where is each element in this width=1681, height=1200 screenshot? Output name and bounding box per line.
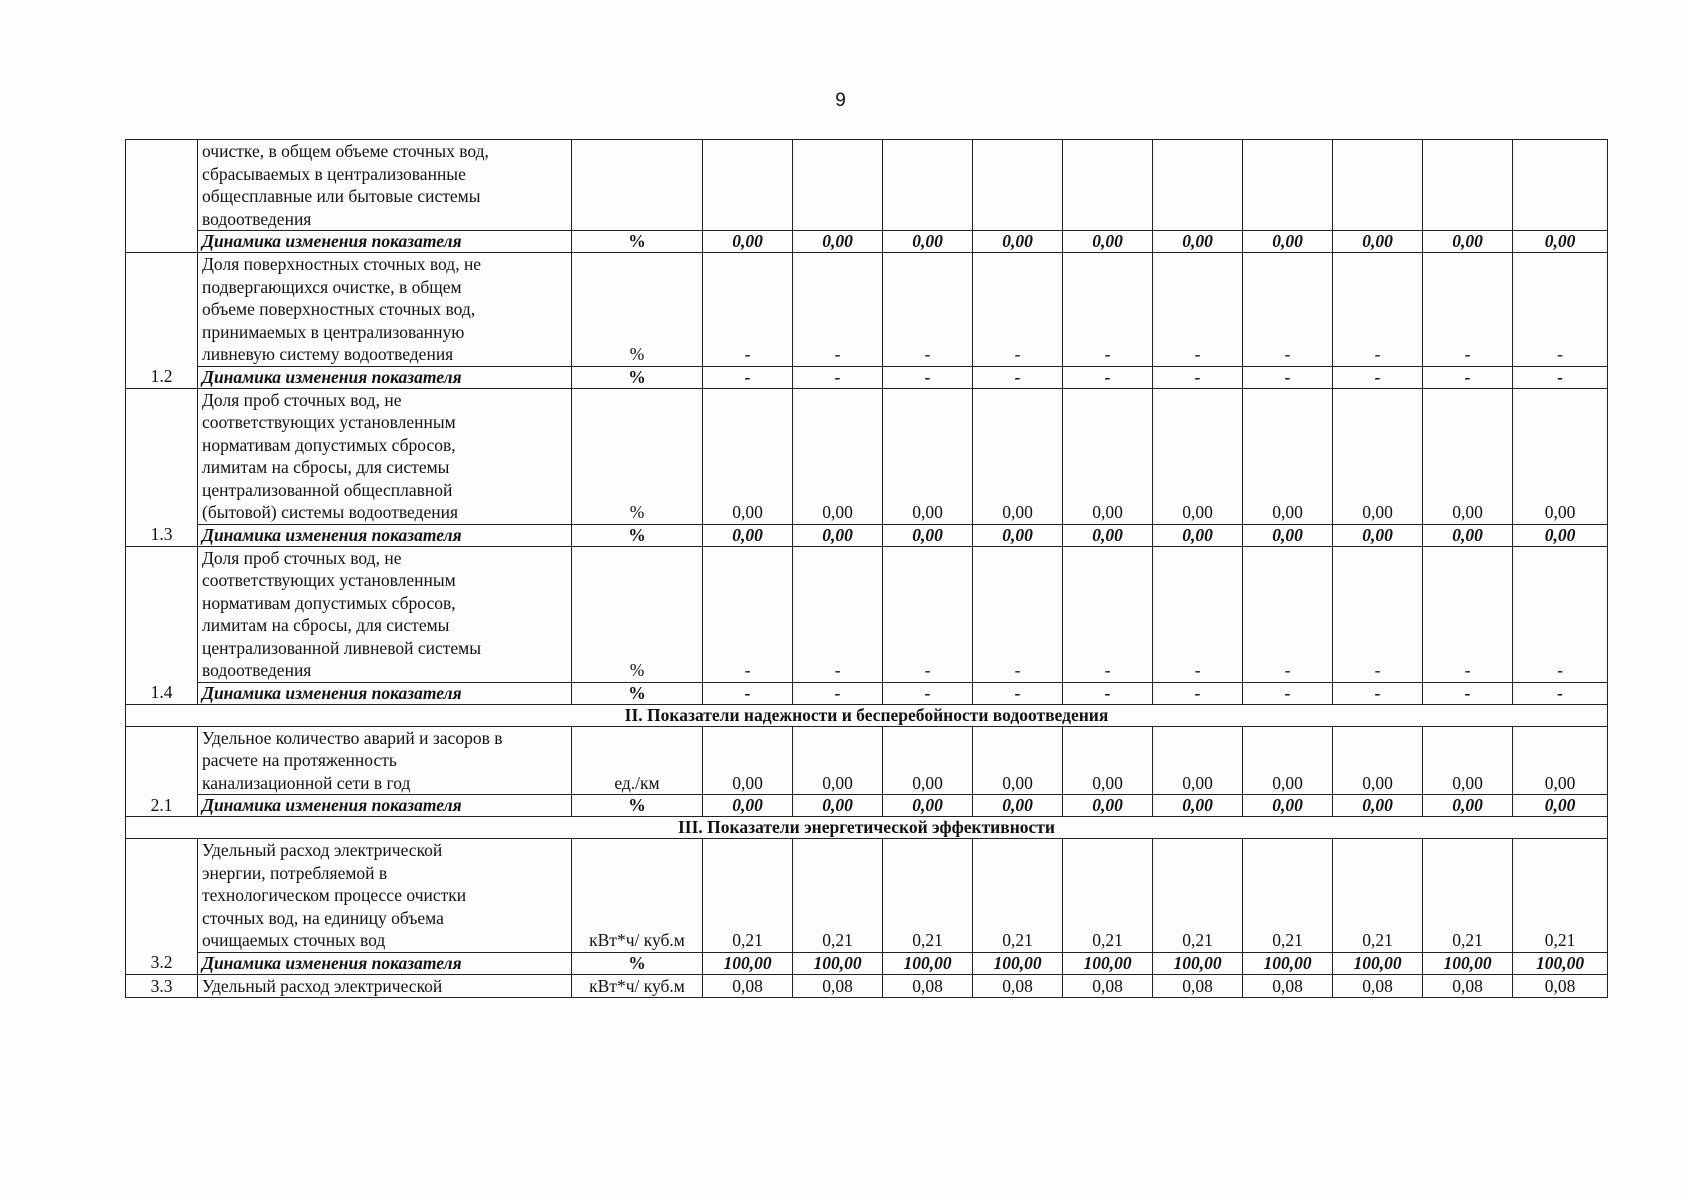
indicator-name-line: соответствующих установленным bbox=[202, 412, 456, 432]
indicator-unit: кВт*ч/ куб.м bbox=[572, 974, 703, 998]
dynamics-value: - bbox=[703, 682, 793, 704]
indicator-name-line: водоотведения bbox=[202, 660, 312, 680]
indicator-value: 0,00 bbox=[1513, 726, 1608, 795]
indicator-value: 0,00 bbox=[973, 388, 1063, 524]
indicator-value: 0,21 bbox=[1423, 839, 1513, 953]
indicator-value: 0,00 bbox=[1063, 388, 1153, 524]
dynamics-row bbox=[126, 952, 1608, 974]
indicator-value bbox=[1063, 140, 1153, 231]
indicator-value: 0,21 bbox=[973, 839, 1063, 953]
indicator-value: 0,08 bbox=[793, 974, 883, 998]
dynamics-value: 0,00 bbox=[883, 795, 973, 817]
indicator-value: 0,21 bbox=[1333, 839, 1423, 953]
dynamics-value: - bbox=[1063, 682, 1153, 704]
dynamics-value: 0,00 bbox=[1243, 231, 1333, 253]
indicator-name-line: нормативам допустимых сбросов, bbox=[202, 434, 456, 455]
dynamics-row bbox=[126, 682, 1608, 704]
dynamics-value: - bbox=[1423, 366, 1513, 388]
dynamics-value: 100,00 bbox=[793, 952, 883, 974]
dynamics-unit: % bbox=[572, 952, 703, 974]
indicator-value: - bbox=[1153, 253, 1243, 367]
indicator-value: 0,21 bbox=[1243, 839, 1333, 953]
indicator-value: 0,08 bbox=[1513, 974, 1608, 998]
indicator-name-line: Удельное количество аварий и засоров в bbox=[202, 727, 503, 748]
dynamics-value: 100,00 bbox=[703, 952, 793, 974]
indicator-value bbox=[1243, 140, 1333, 231]
indicator-name-line: очистке, в общем объеме сточных вод, bbox=[202, 141, 489, 161]
dynamics-label: Динамика изменения показателя bbox=[198, 682, 572, 704]
indicator-name-line: централизованной ливневой системы bbox=[202, 637, 481, 658]
dynamics-value: - bbox=[1333, 682, 1423, 704]
dynamics-value: 0,00 bbox=[883, 231, 973, 253]
indicator-value: - bbox=[1423, 546, 1513, 682]
dynamics-value: - bbox=[1243, 682, 1333, 704]
indicator-value: - bbox=[1153, 546, 1243, 682]
dynamics-value: - bbox=[973, 366, 1063, 388]
dynamics-value: 100,00 bbox=[883, 952, 973, 974]
dynamics-value: 100,00 bbox=[973, 952, 1063, 974]
dynamics-value: - bbox=[883, 366, 973, 388]
indicator-value: - bbox=[973, 253, 1063, 367]
dynamics-label: Динамика изменения показателя bbox=[198, 231, 572, 253]
indicator-value bbox=[1153, 140, 1243, 231]
dynamics-row bbox=[126, 366, 1608, 388]
dynamics-label: Динамика изменения показателя bbox=[198, 524, 572, 546]
indicator-number: 3.2 bbox=[126, 839, 198, 975]
indicator-name bbox=[198, 726, 572, 795]
indicator-value: 0,21 bbox=[1153, 839, 1243, 953]
indicator-row bbox=[126, 839, 1608, 953]
dynamics-value: 0,00 bbox=[1063, 231, 1153, 253]
dynamics-value: - bbox=[1063, 366, 1153, 388]
indicator-value: - bbox=[793, 546, 883, 682]
indicator-value: 0,08 bbox=[1333, 974, 1423, 998]
dynamics-value: 0,00 bbox=[793, 795, 883, 817]
indicator-name bbox=[198, 839, 572, 953]
indicator-name-line: принимаемых в централизованную bbox=[202, 321, 465, 342]
dynamics-value: 100,00 bbox=[1513, 952, 1608, 974]
indicator-value bbox=[793, 140, 883, 231]
section-title: III. Показатели энергетической эффективности bbox=[126, 817, 1608, 839]
indicator-value: - bbox=[1423, 253, 1513, 367]
dynamics-value: - bbox=[1513, 366, 1608, 388]
dynamics-value: 0,00 bbox=[1513, 231, 1608, 253]
indicator-value bbox=[703, 140, 793, 231]
dynamics-label: Динамика изменения показателя bbox=[198, 795, 572, 817]
indicator-value bbox=[973, 140, 1063, 231]
indicator-value: 0,08 bbox=[973, 974, 1063, 998]
indicator-name bbox=[198, 388, 572, 524]
indicator-value: - bbox=[1333, 253, 1423, 367]
indicator-row bbox=[126, 974, 1608, 998]
dynamics-value: 0,00 bbox=[1153, 231, 1243, 253]
indicator-name-line: сбрасываемых в централизованные bbox=[202, 163, 466, 184]
indicator-unit: ед./км bbox=[572, 726, 703, 795]
dynamics-value: 0,00 bbox=[973, 231, 1063, 253]
indicator-value bbox=[1513, 140, 1608, 231]
dynamics-value: 0,00 bbox=[1243, 524, 1333, 546]
dynamics-unit: % bbox=[572, 524, 703, 546]
indicator-value: - bbox=[1063, 546, 1153, 682]
indicator-value: 0,00 bbox=[1423, 726, 1513, 795]
dynamics-value: - bbox=[1153, 682, 1243, 704]
dynamics-value: 0,00 bbox=[973, 795, 1063, 817]
indicator-unit bbox=[572, 140, 703, 231]
indicator-unit: кВт*ч/ куб.м bbox=[572, 839, 703, 953]
indicator-value: 0,21 bbox=[1513, 839, 1608, 953]
indicator-value: 0,21 bbox=[793, 839, 883, 953]
dynamics-row bbox=[126, 231, 1608, 253]
dynamics-value: 0,00 bbox=[1243, 795, 1333, 817]
dynamics-value: 0,00 bbox=[793, 231, 883, 253]
indicator-number: 1.3 bbox=[126, 388, 198, 546]
indicator-unit: % bbox=[572, 253, 703, 367]
dynamics-value: 0,00 bbox=[1333, 795, 1423, 817]
indicator-name bbox=[198, 253, 572, 367]
dynamics-value: 100,00 bbox=[1333, 952, 1423, 974]
indicator-value: 0,21 bbox=[703, 839, 793, 953]
indicator-name-line: лимитам на сбросы, для системы bbox=[202, 615, 450, 635]
dynamics-value: - bbox=[1333, 366, 1423, 388]
indicator-value: - bbox=[883, 253, 973, 367]
indicator-name-line: подвергающихся очистке, в общем bbox=[202, 276, 462, 297]
dynamics-unit: % bbox=[572, 682, 703, 704]
indicator-value: - bbox=[1513, 546, 1608, 682]
indicator-value bbox=[883, 140, 973, 231]
section-reliability bbox=[126, 704, 1608, 726]
indicator-value: - bbox=[703, 546, 793, 682]
dynamics-value: - bbox=[703, 366, 793, 388]
indicator-name bbox=[198, 140, 572, 231]
indicator-name bbox=[198, 974, 572, 998]
dynamics-label: Динамика изменения показателя bbox=[198, 952, 572, 974]
indicator-value: 0,00 bbox=[793, 726, 883, 795]
dynamics-value: 100,00 bbox=[1243, 952, 1333, 974]
dynamics-value: 0,00 bbox=[1423, 231, 1513, 253]
indicator-name-line: очищаемых сточных вод bbox=[202, 930, 386, 950]
indicator-value: - bbox=[1333, 546, 1423, 682]
indicator-number: 1.4 bbox=[126, 546, 198, 704]
indicator-value: - bbox=[1063, 253, 1153, 367]
indicator-value: 0,00 bbox=[1243, 726, 1333, 795]
indicator-value: - bbox=[883, 546, 973, 682]
dynamics-value: 100,00 bbox=[1153, 952, 1243, 974]
indicator-value: - bbox=[793, 253, 883, 367]
indicator-name-line: централизованной общесплавной bbox=[202, 479, 453, 500]
indicator-value: 0,00 bbox=[973, 726, 1063, 795]
indicators-table bbox=[125, 139, 1608, 998]
indicator-number: 3.3 bbox=[126, 974, 198, 998]
indicator-value: 0,00 bbox=[1153, 726, 1243, 795]
section-title: II. Показатели надежности и бесперебойности водоотведения bbox=[126, 704, 1608, 726]
dynamics-value: 0,00 bbox=[1333, 524, 1423, 546]
indicator-name-line: расчете на протяженность bbox=[202, 750, 397, 770]
dynamics-row bbox=[126, 795, 1608, 817]
dynamics-value: - bbox=[973, 682, 1063, 704]
indicator-value: - bbox=[973, 546, 1063, 682]
dynamics-value: - bbox=[883, 682, 973, 704]
indicator-value: - bbox=[703, 253, 793, 367]
indicator-name-line: лимитам на сбросы, для системы bbox=[202, 457, 450, 477]
dynamics-value: 0,00 bbox=[1153, 795, 1243, 817]
indicator-name-line: Доля поверхностных сточных вод, не bbox=[202, 254, 482, 274]
dynamics-value: 0,00 bbox=[703, 795, 793, 817]
indicator-name-line: ливневую систему водоотведения bbox=[202, 344, 454, 364]
indicator-row bbox=[126, 726, 1608, 795]
dynamics-value: 0,00 bbox=[1153, 524, 1243, 546]
indicator-name-line: объеме поверхностных сточных вод, bbox=[202, 299, 476, 319]
dynamics-value: 0,00 bbox=[793, 524, 883, 546]
indicator-name-line: энергии, потребляемой в bbox=[202, 862, 388, 883]
indicator-name-line: Доля проб сточных вод, не bbox=[202, 547, 402, 568]
indicator-name-line: сточных вод, на единицу объема bbox=[202, 907, 444, 928]
indicator-row bbox=[126, 388, 1608, 524]
indicator-value: 0,00 bbox=[1423, 388, 1513, 524]
indicator-value: - bbox=[1513, 253, 1608, 367]
indicator-name-line: соответствующих установленным bbox=[202, 570, 456, 590]
dynamics-value: 0,00 bbox=[703, 524, 793, 546]
indicator-value: 0,00 bbox=[1513, 388, 1608, 524]
indicator-name-line: (бытовой) системы водоотведения bbox=[202, 502, 458, 522]
dynamics-value: 0,00 bbox=[973, 524, 1063, 546]
indicator-value: 0,00 bbox=[883, 726, 973, 795]
dynamics-value: - bbox=[1153, 366, 1243, 388]
dynamics-label: Динамика изменения показателя bbox=[198, 366, 572, 388]
indicator-unit: % bbox=[572, 546, 703, 682]
dynamics-value: 100,00 bbox=[1063, 952, 1153, 974]
dynamics-value: - bbox=[1243, 366, 1333, 388]
indicator-number bbox=[126, 140, 198, 253]
indicator-value: 0,08 bbox=[1153, 974, 1243, 998]
page-number: 9 bbox=[835, 90, 846, 111]
dynamics-value: - bbox=[1513, 682, 1608, 704]
dynamics-value: 0,00 bbox=[1423, 524, 1513, 546]
indicator-name-line: Доля проб сточных вод, не bbox=[202, 389, 402, 410]
dynamics-value: 0,00 bbox=[1333, 231, 1423, 253]
indicator-number: 1.2 bbox=[126, 253, 198, 389]
indicator-value: - bbox=[1243, 253, 1333, 367]
indicator-row bbox=[126, 140, 1608, 231]
dynamics-value: - bbox=[1423, 682, 1513, 704]
indicator-unit: % bbox=[572, 388, 703, 524]
indicator-number: 2.1 bbox=[126, 726, 198, 817]
indicator-name-line: нормативам допустимых сбросов, bbox=[202, 592, 456, 613]
indicator-value: 0,00 bbox=[883, 388, 973, 524]
indicator-row bbox=[126, 253, 1608, 367]
dynamics-row bbox=[126, 524, 1608, 546]
indicator-value: 0,00 bbox=[1333, 726, 1423, 795]
dynamics-value: 0,00 bbox=[1513, 524, 1608, 546]
dynamics-value: 0,00 bbox=[1423, 795, 1513, 817]
indicator-name-line: Удельный расход электрической bbox=[202, 975, 443, 996]
indicator-value: 0,08 bbox=[1063, 974, 1153, 998]
indicator-value: 0,00 bbox=[703, 388, 793, 524]
indicator-value: 0,08 bbox=[703, 974, 793, 998]
indicator-name-line: канализационной сети в год bbox=[202, 772, 411, 793]
dynamics-value: 0,00 bbox=[1513, 795, 1608, 817]
indicator-value: 0,08 bbox=[1243, 974, 1333, 998]
dynamics-value: 100,00 bbox=[1423, 952, 1513, 974]
indicator-value: 0,21 bbox=[883, 839, 973, 953]
dynamics-value: 0,00 bbox=[1063, 795, 1153, 817]
dynamics-unit: % bbox=[572, 366, 703, 388]
indicator-name bbox=[198, 546, 572, 682]
indicator-value: 0,00 bbox=[793, 388, 883, 524]
dynamics-value: - bbox=[793, 366, 883, 388]
dynamics-unit: % bbox=[572, 795, 703, 817]
indicator-value: 0,00 bbox=[703, 726, 793, 795]
dynamics-unit: % bbox=[572, 231, 703, 253]
indicator-value: 0,00 bbox=[1063, 726, 1153, 795]
dynamics-value: 0,00 bbox=[883, 524, 973, 546]
indicator-value: - bbox=[1243, 546, 1333, 682]
indicator-name-line: общесплавные или бытовые системы bbox=[202, 186, 481, 206]
indicator-name-line: водоотведения bbox=[202, 208, 312, 229]
dynamics-value: 0,00 bbox=[703, 231, 793, 253]
indicator-value bbox=[1423, 140, 1513, 231]
indicator-row bbox=[126, 546, 1608, 682]
section-energy bbox=[126, 817, 1608, 839]
indicator-value: 0,00 bbox=[1153, 388, 1243, 524]
indicator-value: 0,21 bbox=[1063, 839, 1153, 953]
indicator-value bbox=[1333, 140, 1423, 231]
indicator-value: 0,08 bbox=[1423, 974, 1513, 998]
dynamics-value: 0,00 bbox=[1063, 524, 1153, 546]
indicator-value: 0,08 bbox=[883, 974, 973, 998]
indicator-value: 0,00 bbox=[1243, 388, 1333, 524]
indicator-value: 0,00 bbox=[1333, 388, 1423, 524]
indicator-name-line: Удельный расход электрической bbox=[202, 840, 443, 860]
indicator-name-line: технологическом процессе очистки bbox=[202, 885, 467, 905]
dynamics-value: - bbox=[793, 682, 883, 704]
